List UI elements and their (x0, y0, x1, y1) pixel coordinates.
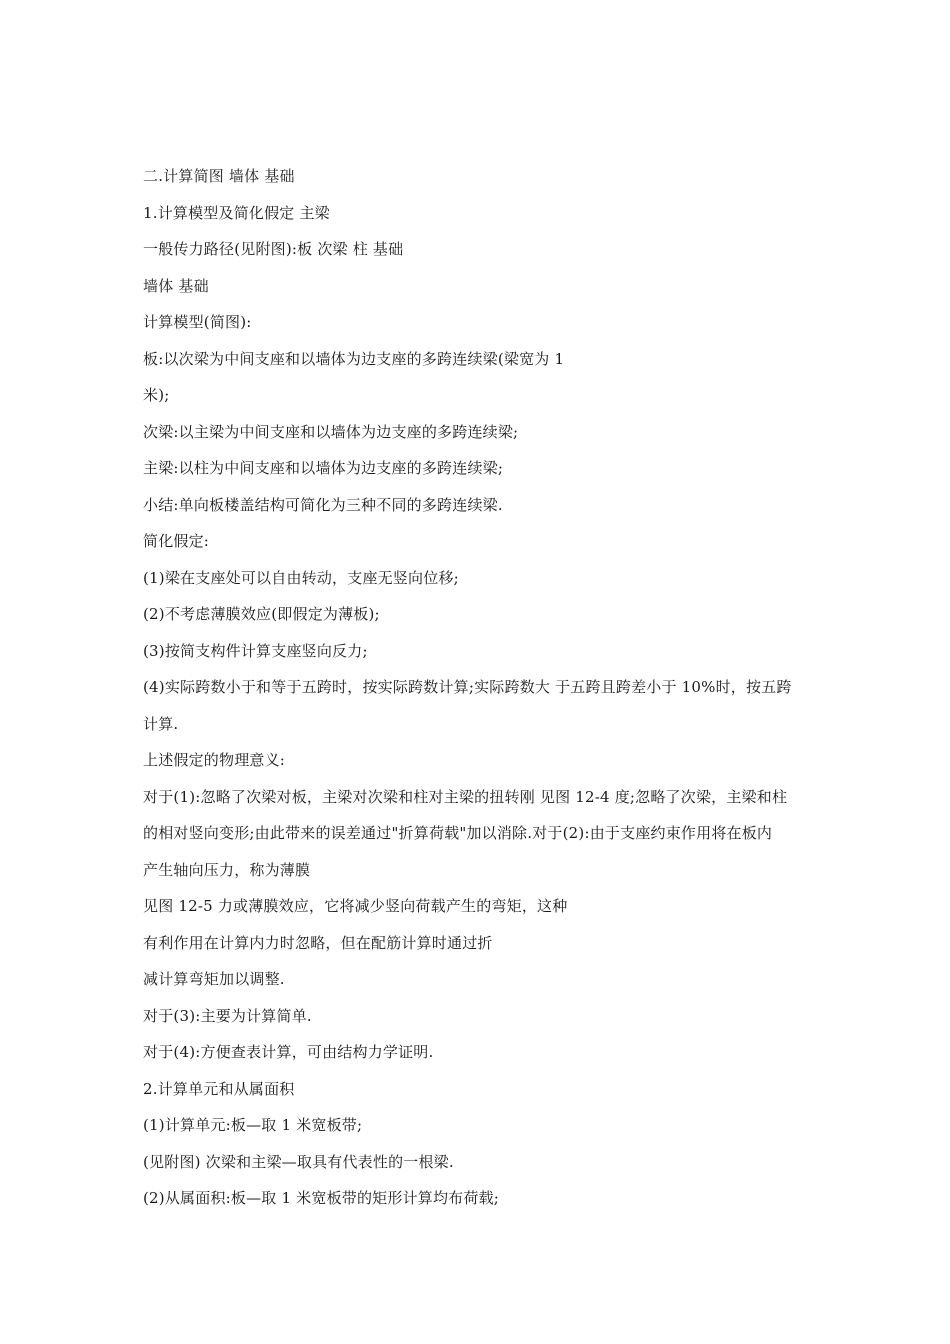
text-line: 简化假定: (143, 532, 210, 550)
text-line: 计算. (143, 714, 179, 733)
text-line: 米); (143, 386, 170, 404)
text-line: 上述假定的物理意义: (143, 751, 286, 769)
text-line: (2)不考虑薄膜效应(即假定为薄板); (143, 605, 380, 623)
subsection-heading: 1.计算模型及简化假定 主梁 (143, 203, 330, 222)
text-line: (3)按简支构件计算支座竖向反力; (143, 641, 368, 660)
text-line: 主梁:以柱为中间支座和以墙体为边支座的多跨连续梁; (143, 459, 504, 477)
text-line: 减计算弯矩加以调整. (143, 970, 285, 988)
text-line: (1)计算单元:板—取 1 米宽板带; (143, 1116, 363, 1134)
text-line: 对于(4):方便查表计算，可由结构力学证明. (143, 1043, 434, 1061)
text-line: (2)从属面积:板—取 1 米宽板带的矩形计算均布荷载; (143, 1189, 500, 1207)
text-line: 一般传力路径(见附图):板 次梁 柱 基础 (143, 240, 404, 258)
text-line: 计算模型(简图): (143, 313, 252, 331)
text-line: 次梁:以主梁为中间支座和以墙体为边支座的多跨连续梁; (143, 422, 519, 441)
text-line: (见附图) 次梁和主梁—取具有代表性的一根梁. (143, 1152, 454, 1171)
text-line: 见图 12-5 力或薄膜效应，它将减少竖向荷载产生的弯矩，这种 (143, 897, 568, 915)
section-heading: 二.计算简图 墙体 基础 (143, 167, 295, 185)
text-line: 小结:单向板楼盖结构可简化为三种不同的多跨连续梁. (143, 495, 503, 514)
text-line: 对于(1):忽略了次梁对板，主梁对次梁和柱对主梁的扭转刚 见图 12-4 度;忽略了次梁，主梁和柱 (143, 787, 788, 806)
text-line: (4)实际跨数小于和等于五跨时，按实际跨数计算;实际跨数大 于五跨且跨差小于 10%时，按五跨 (143, 678, 792, 696)
document-body (143, 158, 823, 1217)
subsection-heading: 2.计算单元和从属面积 (143, 1079, 295, 1098)
text-line: 有利作用在计算内力时忽略，但在配筋计算时通过折 (143, 933, 493, 952)
text-line: 墙体 基础 (143, 276, 209, 295)
text-line: 的相对竖向变形;由此带来的误差通过"折算荷载"加以消除.对于(2):由于支座约束作用将在板内 (143, 824, 773, 842)
text-line: 板:以次梁为中间支座和以墙体为边支座的多跨连续梁(梁宽为 1 (143, 349, 565, 368)
text-line: 产生轴向压力，称为薄膜 (143, 860, 311, 879)
text-line: (1)梁在支座处可以自由转动，支座无竖向位移; (143, 568, 459, 587)
text-line: 对于(3):主要为计算简单. (143, 1006, 312, 1025)
